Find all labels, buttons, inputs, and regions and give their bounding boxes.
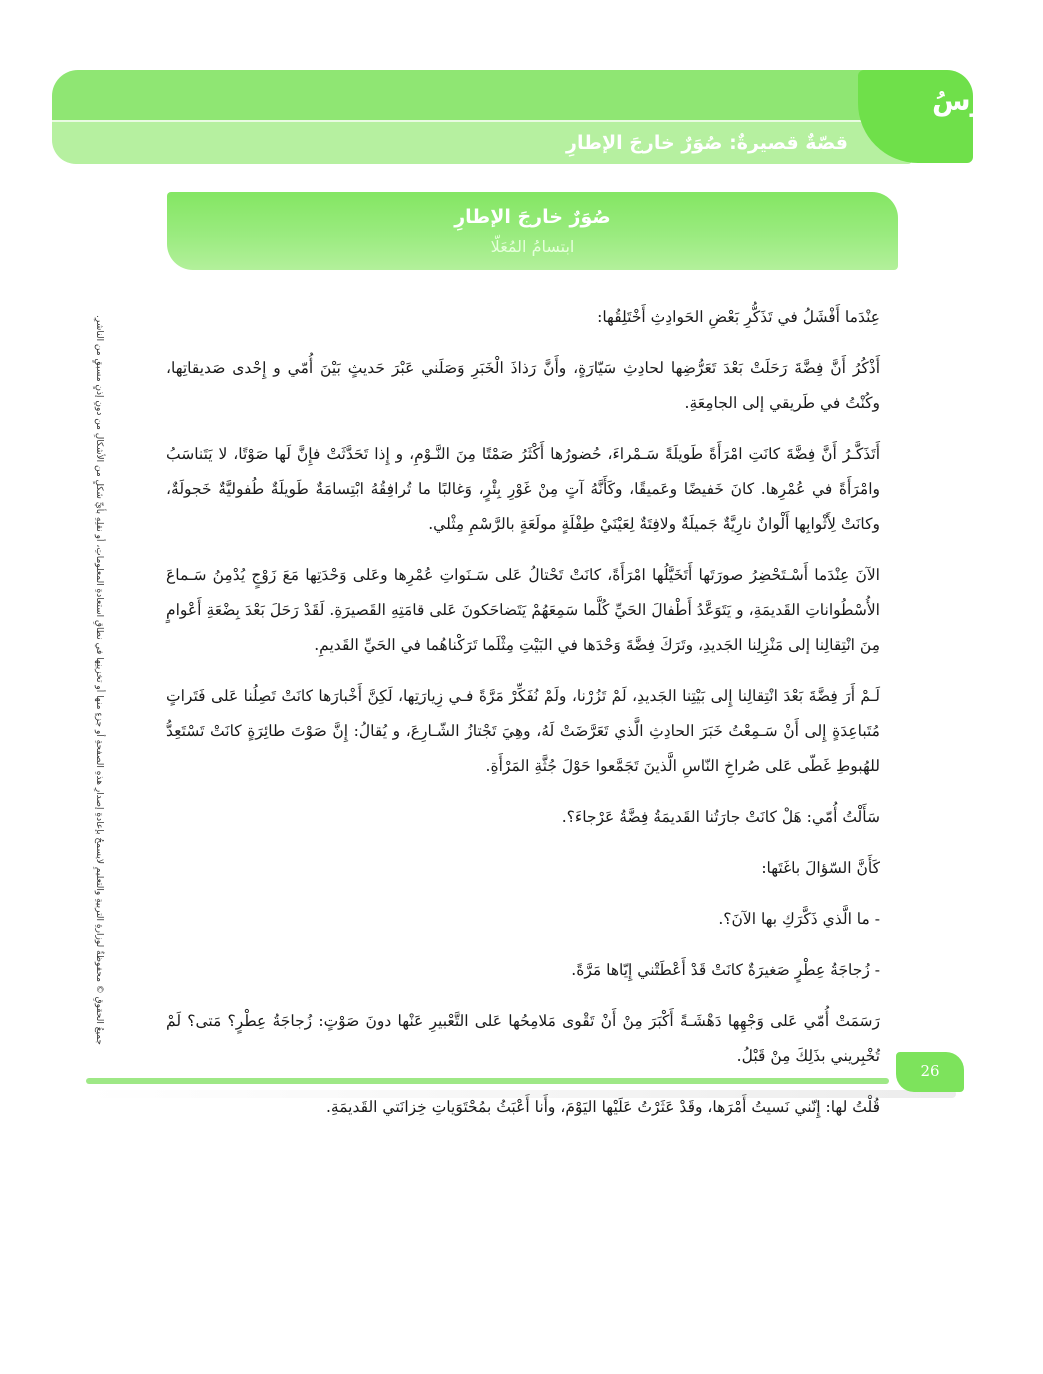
dialogue-line: - زُجاجَةُ عِطْرٍ صَغيرَةٌ كانَتْ قَدْ أَعْطَتْني إِيّاها مَرَّةً.	[571, 961, 880, 979]
paragraph: الآنَ عِنْدَما أَسْـتَحْضِرُ صورَتَها أَتَخَيَّلُها امْرَأَةً، كانَتْ تَحْتالُ عَلى سَـنَواتِ عُمْرِها وعَلى وَحْدَتِها مَعَ زَوْجٍ يُدْمِنُ سَـماعَ الأُسْطُواناتِ القَديمَةِ، و يَتَوَعَّدُ أَطْفالَ الحَيِّ كُلَّما سَمِعَهُمْ يَتَضاحَكونَ عَلى قامَتِهِ القَصيرَةِ. لَقَدْ رَحَلَ بَعْدَ بِضْعَةِ أَعْوامٍ مِنَ انْتِقالِنا إلى مَنْزِلِنا الجَديدِ، وتَرَكَ فِضَّةَ وَحْدَها في البَيْتِ مِثْلَما تَرَكْناهُما في الحَيِّ القَديمِ.	[166, 566, 880, 654]
paragraph: أَذْكُرُ أَنَّ فِضَّةَ رَحَلَتْ بَعْدَ تَعَرُّضِها لحادِثِ سَيّارَةٍ، وأَنَّ رَذاذَ الْخَبَرِ وَصَلَني عَبْرَ حَديثٍ بَيْنَ أُمّي و إِحْدى صَديقاتِها، وكُنْتُ في طَريقي إلى الجامِعَةِ.	[166, 359, 880, 412]
paragraph: رَسَمَتْ أُمّي عَلى وَجْهِها دَهْشَـةً أَكْبَرَ مِنْ أَنْ تَقْوى مَلامِحُها عَلى التَّعْبيرِ عَنْها دونَ صَوْتٍ: زُجاجَةُ عِطْرٍ؟ مَتى؟ لَمْ تُخْبِريني بذَلِكَ مِنْ قَبْلُ.	[166, 1012, 880, 1065]
paragraph: قُلْتُ لها: إِنّني نَسيتُ أَمْرَها، وقَدْ عَثَرْتُ عَلَيْها اليَوْمَ، وأَنا أَعْبَثُ بمُحْتَوَياتِ خِزانَتي القَديمَةِ.	[325, 1098, 880, 1116]
header-band	[52, 70, 922, 122]
story-body	[166, 300, 880, 1141]
footer-shadow	[86, 1090, 956, 1098]
page-number-badge	[896, 1052, 964, 1092]
paragraph: لَـمْ أَرَ فِضَّةَ بَعْدَ انْتِقالِنا إِلى بَيْتِنا الجَديدِ، لَمْ تَزُرْنا، ولَمْ نُفَكِّرْ مَرَّةً فـي زِيارَتِها، لَكِنَّ أَخْبارَها كانَتْ تَصِلُنا عَلى فَتَراتٍ مُتَباعِدَةٍ إِلى أَنْ سَـمِعْتُ خَبَرَ الحادِثِ الَّذي تَعَرَّضَتْ لَهُ، وهِيَ تَجْتازُ الشّـارِعَ، و يُقالُ: إِنَّ صَوْتَ طائِرَةٍ كانَتْ تَسْتَعِدُّ للهُبوطِ غَطّى عَلى صُراخِ النّاسِ الَّذينَ تَجَمَّعوا حَوْلَ جُثَّةِ المَرْأَةِ.	[166, 687, 880, 775]
lesson-number: 2	[984, 120, 1003, 151]
paragraph: سَأَلْتُ أُمّي: هَلْ كانَتْ جارَتُنا القَديمَةُ فِضَّةُ عَرْجاءَ؟.	[561, 808, 880, 826]
copyright-text: جميعُ الحقوقِ © محفوظةٌ لوزارةِ التربيةِ والتعليمِ لايسمحُ بإعادةِ إصدارِ هذهِ الصفحةِ أو جزءٍ منها أو تخزينِها في نطاقِ استعادةِ المعلوماتِ، أو نقلِهِ بأيِّ شكلٍ من الأشكالِ من دونِ إذنٍ مسبقٍ من الناشرِ.	[94, 315, 104, 1045]
story-title: صُوَرٌ خارجَ الإطارِ	[454, 206, 611, 228]
story-title-box	[167, 192, 898, 270]
paragraph: أَتَذَكَّـرُ أَنَّ فِضَّةَ كانَتِ امْرَأَةً طَويلَةً سَـمْراءَ، حُضورُها أَكْثَرُ صَمْتًا مِنَ النَّـوْمِ، و إِذا تَحَدَّثَتْ فإِنَّ لَها صَوْتًا، لا يَتَناسَبُ وامْرَأَةً في عُمْرِها. كانَ خَفيضًا وعَميقًا، وكَأَنَّهُ آتٍ مِنْ غَوْرِ بِئْرٍ، وَغالبًا ما تُرافِقُهُ ابْتِسامَةٌ طَويلَةٌ طُفوليَّةٌ خَجولَةٌ، وكانَتْ لِأَثْوابِها أَلْوانٌ نارِيَّةٌ جَميلَةٌ ولافِتَةٌ لِعَيْنَيْ طِفْلَةٍ مولَعَةٍ بالرَّسْمِ مِثْلي.	[166, 445, 880, 533]
paragraph: عِنْدَما أَفْشَلُ في تَذَكُّرِ بَعْضِ الحَوادِثِ أَخْتَلِقُها:	[597, 308, 880, 326]
lesson-label: الدّرسُ	[931, 84, 1023, 117]
story-author: ابتسامُ المُعَلّا	[490, 237, 575, 256]
paragraph: كَأَنَّ السّؤالَ باغَتَها:	[761, 859, 880, 877]
page-number: 26	[920, 1062, 940, 1080]
footer-line	[86, 1078, 889, 1084]
dialogue-line: - ما الَّذي ذَكَّرَكِ بها الآنَ؟.	[718, 910, 880, 928]
lesson-subtitle: قصّةٌ قصيرةٌ: صُوَرٌ خارجَ الإطارِ	[566, 132, 848, 154]
